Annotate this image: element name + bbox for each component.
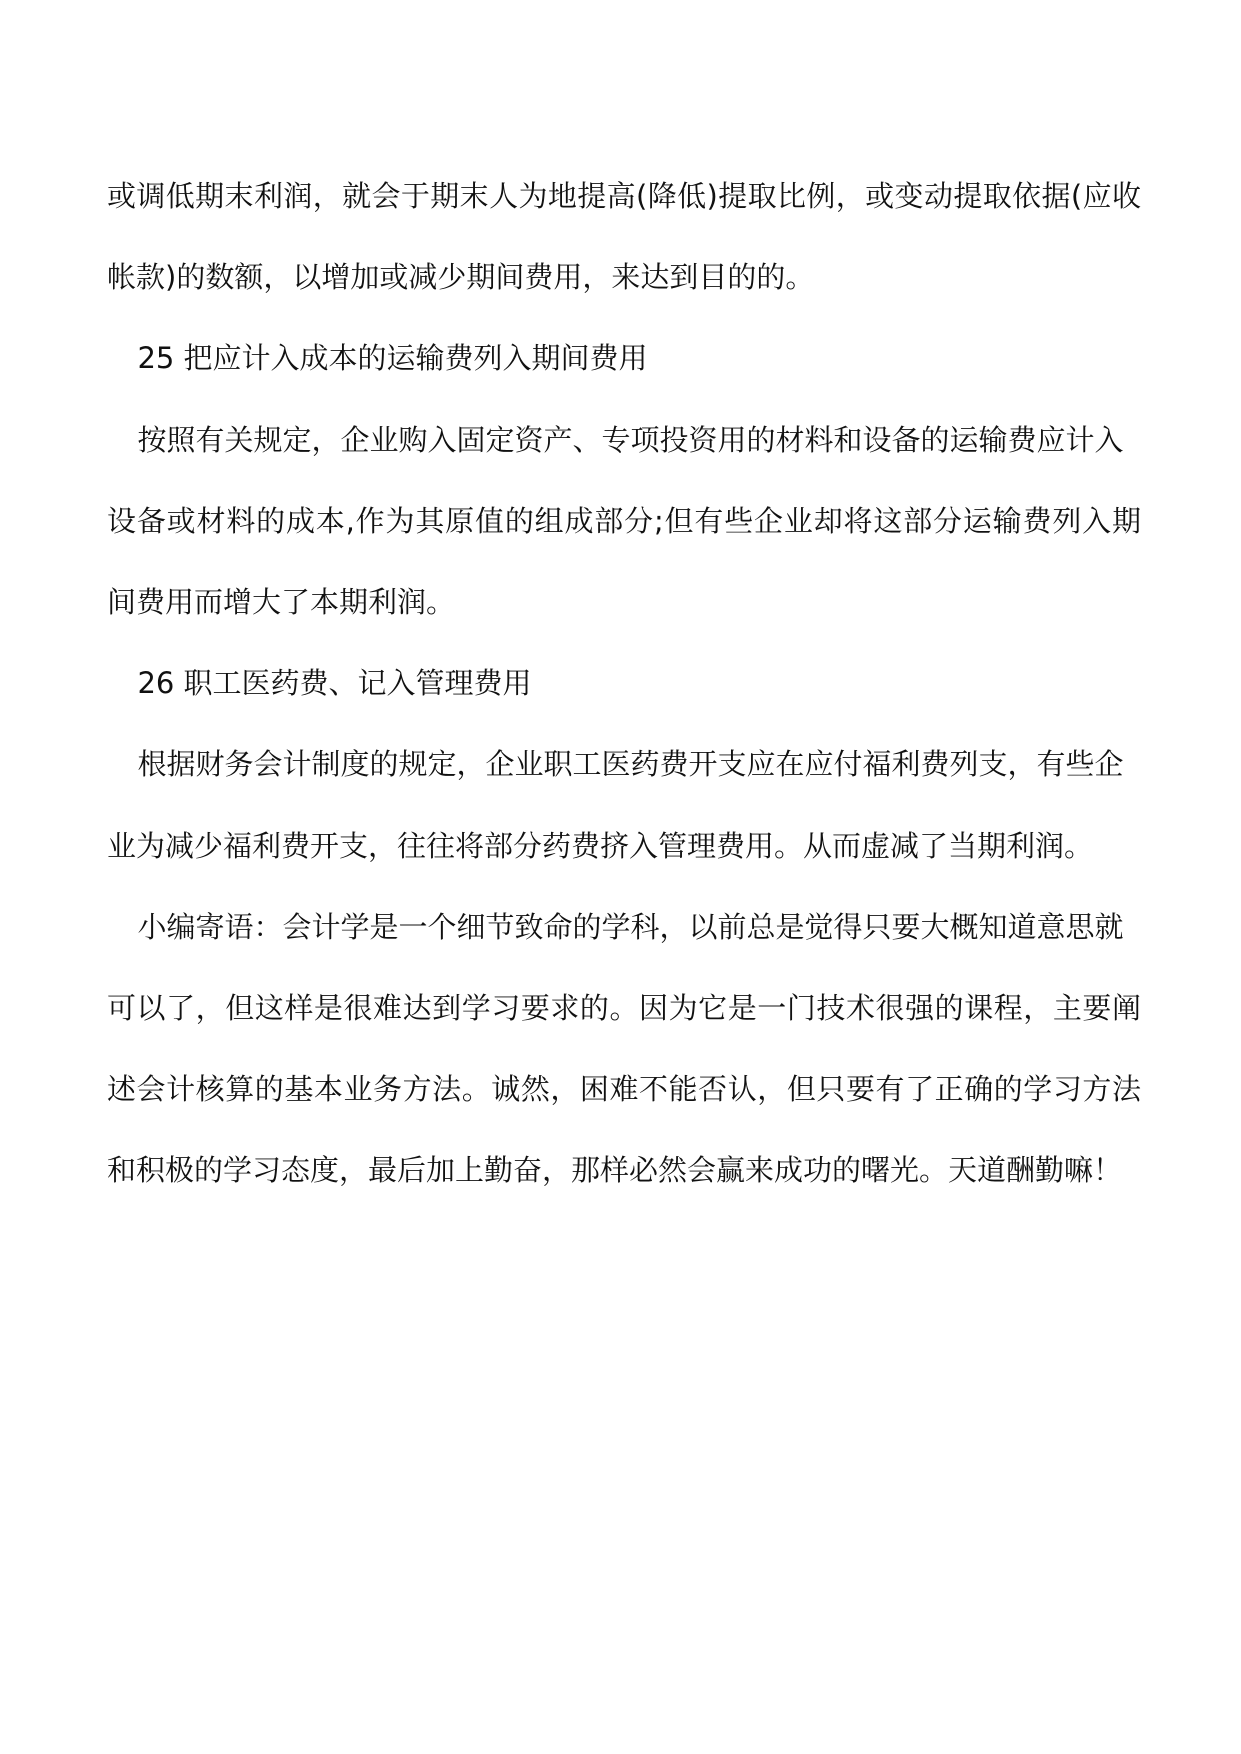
- paragraph-medical-costs: [107, 724, 1141, 886]
- heading-text: 26 职工医药费、记入管理费用: [137, 666, 532, 701]
- text-line: 业为减少福利费开支，往往将部分药费挤入管理费用。从而虚减了当期利润。: [107, 828, 1094, 863]
- text-line: 按照有关规定，企业购入固定资产、专项投资用的材料和设备的运输费应计入: [137, 422, 1124, 457]
- text-line: 可以了，但这样是很难达到学习要求的。因为它是一门技术很强的课程，主要阐: [107, 990, 1141, 1025]
- text-line: 根据财务会计制度的规定，企业职工医药费开支应在应付福利费列支，有些企: [137, 747, 1124, 782]
- text-line: 或调低期末利润，就会于期末人为地提高(降低)提取比例，或变动提取依据(应收: [107, 179, 1141, 213]
- text-line: 间费用而增大了本期利润。: [107, 584, 456, 619]
- section-heading-25: [107, 318, 1141, 399]
- text-line: 和积极的学习态度，最后加上勤奋，那样必然会赢来成功的曙光。天道酬勤嘛！: [107, 1153, 1123, 1188]
- paragraph-continued: [107, 156, 1141, 318]
- heading-text: 25 把应计入成本的运输费列入期间费用: [137, 341, 648, 376]
- text-line: 设备或材料的成本,作为其原值的组成部分;但有些企业却将这部分运输费列入期: [107, 503, 1141, 538]
- text-line: 帐款)的数额，以增加或减少期间费用，来达到目的的。: [107, 260, 815, 295]
- section-heading-26: [107, 643, 1141, 724]
- document-body: [107, 156, 1141, 1211]
- text-line: 述会计核算的基本业务方法。诚然，困难不能否认，但只要有了正确的学习方法: [107, 1072, 1141, 1107]
- paragraph-transport-costs: [107, 400, 1141, 644]
- text-line: 小编寄语：会计学是一个细节致命的学科，以前总是觉得只要大概知道意思就: [137, 909, 1124, 944]
- paragraph-editor-note: [107, 887, 1141, 1212]
